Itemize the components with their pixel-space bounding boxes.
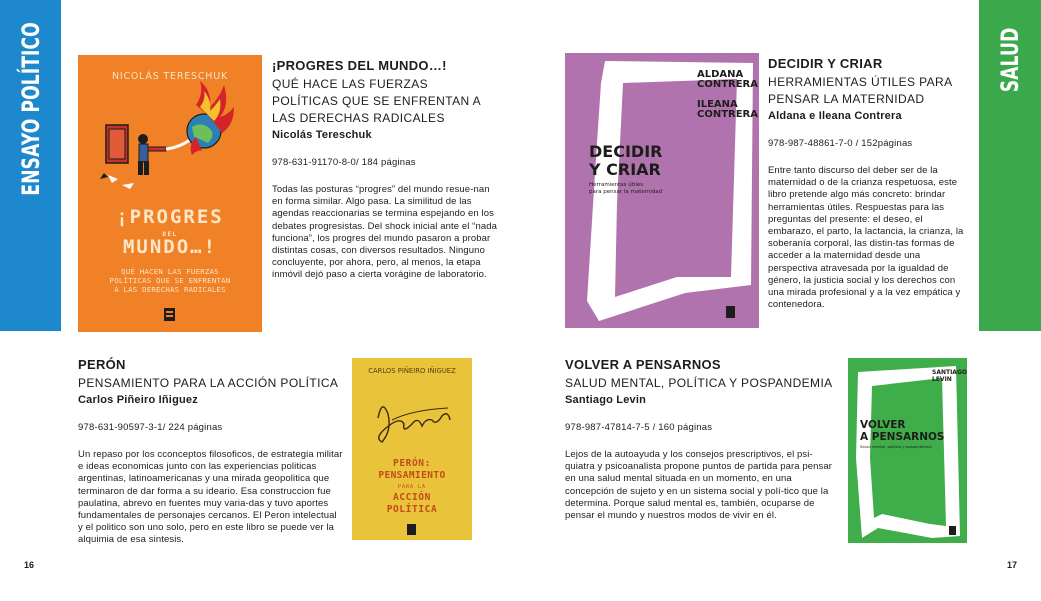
book-cover-peron[interactable] bbox=[352, 358, 472, 540]
book-info-decidir-y-criar bbox=[768, 56, 968, 311]
book-cover-volver-a-pensarnos[interactable] bbox=[848, 358, 967, 543]
book-subtitle: QUÉ HACE LAS FUERZAS POLÍTICAS QUE SE ENFRENTAN A LAS DERECHAS RADICALES bbox=[272, 77, 481, 125]
cover-subtitle-3: A LAS DERECHAS RADICALES bbox=[114, 285, 226, 294]
cover-author: NICOLÁS TERESCHUK bbox=[111, 71, 229, 82]
cover-title-a: DECIDIR bbox=[589, 142, 663, 161]
cover-subtitle-2: POLÍTICAS QUE SE ENFRENTAN bbox=[109, 276, 231, 285]
publisher-logo bbox=[949, 526, 956, 535]
cover-art bbox=[352, 358, 472, 540]
cover-title-a: VOLVER bbox=[860, 419, 906, 431]
publisher-logo bbox=[407, 524, 416, 535]
book-subtitle: SALUD MENTAL, POLÍTICA Y POSPANDEMIA bbox=[565, 376, 833, 390]
book-title: PERÓN bbox=[78, 357, 126, 372]
book-isbn: 978-987-47814-7-5 / 160 páginas bbox=[565, 422, 713, 433]
book-title: ¡PROGRES DEL MUNDO…! bbox=[272, 58, 447, 73]
cover-art bbox=[848, 358, 967, 543]
section-label: SALUD bbox=[996, 27, 1024, 92]
publisher-logo bbox=[726, 306, 735, 318]
book-author: Aldana e Ileana Contrera bbox=[768, 110, 902, 122]
book-author: Nicolás Tereschuk bbox=[272, 129, 372, 141]
book-description: Entre tanto discurso del deber ser de la maternidad o de la crianza respetuosa, este libro pretende algo más concreto: brindar herramientas útiles. Respuestas para las preguntas del presente: el deseo, el embarazo, el parto, la lactancia, la crianza, la soberanía corporal, las distin-tas formas de acceder a la maternidad desde una perspectiva atravesada por la igualdad de género, la justicia social y los derechos con una mirada profesional y a la vez empática y contenedora. bbox=[768, 165, 964, 311]
section-label: ENSAYO POLÍTICO bbox=[16, 22, 45, 196]
cover-art bbox=[565, 53, 759, 328]
cover-author-2b: CONTRERA bbox=[697, 109, 759, 120]
book-subtitle: PENSAMIENTO PARA LA ACCIÓN POLÍTICA bbox=[78, 376, 339, 390]
publisher-logo bbox=[164, 308, 175, 321]
cover-title-1: PERÓN: bbox=[393, 458, 431, 469]
book-description: Todas las posturas “progres” del mundo resue-nan en forma similar. Algo pasa. La similitud de las agendas reaccionarias se termina espejando en los debates progresistas. Del shock inicial ante el “nada funciona”, los progres del mundo pasaron a probar distintas cosas, con diversos resultados. Ninguno concluyente, por ahora, pero, al menos, la etapa inmóvil dejó paso a cierta vorágine de laboratorio. bbox=[272, 184, 497, 281]
book-isbn: 978-631-91170-8-0/ 184 páginas bbox=[272, 157, 416, 168]
cover-title-5: POLÍTICA bbox=[386, 504, 438, 515]
page-number-right: 17 bbox=[1007, 560, 1018, 570]
book-info-volver-a-pensarnos bbox=[565, 357, 835, 522]
cover-title-3: PARA LA bbox=[397, 484, 427, 490]
book-author: Carlos Piñeiro Iñiguez bbox=[78, 394, 198, 406]
cover-title-line1: ¡PROGRES bbox=[116, 206, 224, 228]
cover-author-1a: ALDANA bbox=[697, 69, 744, 80]
cover-author-2a: ILEANA bbox=[697, 99, 738, 110]
cover-subtitle-1: QUÉ HACEN LAS FUERZAS bbox=[121, 267, 219, 276]
book-description: Un repaso por los cconceptos filosoficos, de estrategia militar e ideas economicas junto con las experiencias politicas argentinas, latinoamericanas y una mirada geopolitica que terminaron de dar forma a su ideario. Esa construccion fue paulatina, abrevo en fuentes muy varia-das y tuvo aportes fundamentales de personajes cercanos. El Peron intelectual y el politico son uno solo, pero en este libro se puede ver la alquimia de esa sintesis. bbox=[78, 449, 343, 546]
cover-author: CARLOS PIÑEIRO IÑIGUEZ bbox=[368, 367, 456, 375]
book-subtitle: HERRAMIENTAS ÚTILES PARA PENSAR LA MATERNIDAD bbox=[768, 75, 952, 106]
book-title: VOLVER A PENSARNOS bbox=[565, 357, 721, 372]
book-info-peron bbox=[78, 357, 346, 547]
cover-subtitle: Salud mental, política y pospandemia bbox=[860, 444, 932, 449]
page-number-left: 16 bbox=[24, 560, 35, 570]
cover-author-1b: CONTRERA bbox=[697, 79, 759, 90]
cover-title-b: A PENSARNOS bbox=[860, 431, 945, 443]
cover-title-del: DEL bbox=[162, 231, 178, 238]
cover-title-line2: MUNDO…! bbox=[122, 236, 218, 258]
book-title: DECIDIR Y CRIAR bbox=[768, 56, 883, 71]
book-cover-decidir-y-criar[interactable] bbox=[565, 53, 759, 328]
cover-author-b: LEVIN bbox=[932, 376, 952, 383]
book-isbn: 978-987-48861-7-0 / 152páginas bbox=[768, 138, 913, 149]
book-cover-progres[interactable] bbox=[78, 55, 262, 332]
section-tab-salud bbox=[979, 0, 1041, 331]
cover-art bbox=[78, 55, 262, 332]
book-description: Lejos de la autoayuda y los consejos prescriptivos, el psi-quiatra y psicoanalista propone puntos de partida para pensar en una salud mental situada en un momento, en una concepción de sujeto y en un sistema social y polí-tico que la determina. Porque salud mental es, también, ocuparse de pensar el mundo y nuestros modos de vivir en él. bbox=[565, 449, 832, 522]
book-author: Santiago Levin bbox=[565, 394, 647, 406]
cover-subtitle-1: Herramientas útiles bbox=[589, 182, 644, 188]
cover-author-a: SANTIAGO bbox=[932, 369, 967, 376]
section-tab-ensayo-politico bbox=[0, 0, 61, 331]
book-info-progres bbox=[272, 58, 510, 282]
cover-title-4: ACCIÓN bbox=[393, 492, 431, 503]
cover-subtitle-2: para pensar la maternidad bbox=[589, 189, 663, 195]
cover-title-2: PENSAMIENTO bbox=[378, 470, 446, 481]
book-isbn: 978-631-90597-3-1/ 224 páginas bbox=[78, 422, 223, 433]
cover-title-b: Y CRIAR bbox=[589, 160, 661, 179]
